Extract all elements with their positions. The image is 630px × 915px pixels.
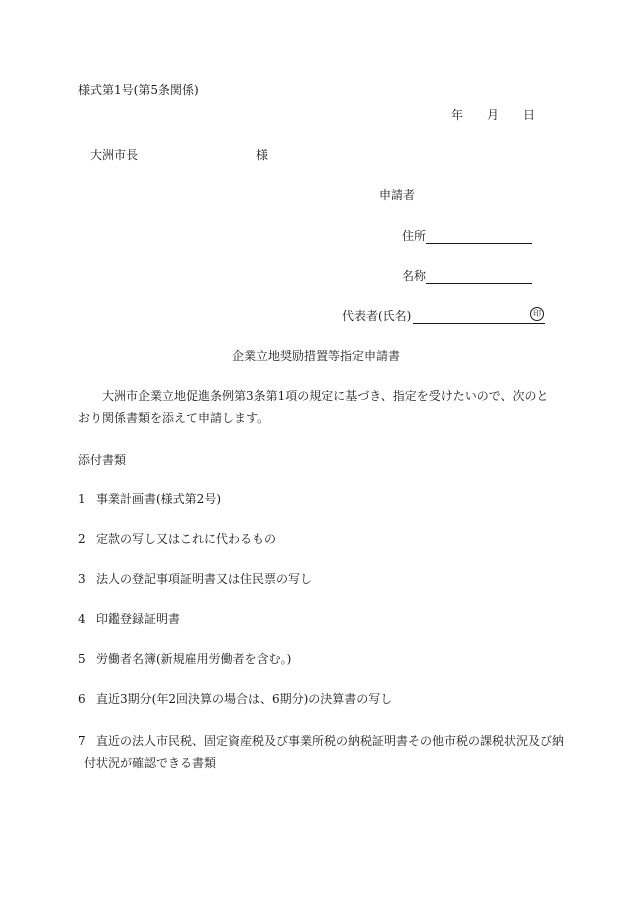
attachment-number: 4: [78, 612, 86, 626]
attachment-text-continued: 付状況が確認できる書類: [84, 756, 217, 770]
document-title: 企業立地奨励措置等指定申請書: [232, 349, 401, 363]
seal-mark: 印: [530, 307, 544, 321]
attachment-item: [78, 688, 568, 710]
attachment-item: [78, 488, 568, 510]
attachment-item: [78, 648, 568, 670]
addressee-name: 大洲市長: [90, 148, 139, 162]
company-name-label: 名称: [402, 269, 427, 283]
representative-label: 代表者(氏名): [342, 309, 412, 323]
form-number: 様式第1号(第5条関係): [78, 83, 199, 97]
attachment-item: [78, 608, 568, 630]
attachment-text: 直近3期分(年2回決算の場合は、6期分)の決算書の写し: [96, 692, 393, 706]
attachment-text: 印鑑登録証明書: [96, 612, 181, 626]
body-paragraph: 大洲市企業立地促進条例第3条第1項の規定に基づき、指定を受けたいので、次のとおり関係書類を添えて申請します。: [78, 389, 549, 425]
attachment-item: [78, 528, 568, 550]
date-line: 年 月 日: [451, 108, 536, 122]
applicant-label: 申請者: [379, 188, 416, 202]
address-field-line[interactable]: [426, 243, 532, 244]
attachment-text: 労働者名簿(新規雇用労働者を含む。): [96, 652, 292, 666]
company-name-field-line[interactable]: [426, 283, 532, 284]
attachment-item: [78, 568, 568, 590]
attachment-number: 6: [78, 692, 86, 706]
attachment-text: 直近の法人市民税、固定資産税及び事業所税の納税証明書その他市税の課税状況及び納: [96, 734, 565, 748]
attachment-number: 2: [78, 532, 86, 546]
attachment-number: 7: [78, 734, 86, 748]
representative-field-line[interactable]: [413, 323, 545, 324]
attachment-number: 1: [78, 492, 86, 506]
attachment-text: 事業計画書(様式第2号): [96, 492, 221, 506]
attachment-number: 5: [78, 652, 86, 666]
attachment-text: 定款の写し又はこれに代わるもの: [96, 532, 277, 546]
address-label: 住所: [402, 229, 427, 243]
attachment-item: [78, 730, 568, 774]
attachment-text: 法人の登記事項証明書又は住民票の写し: [96, 572, 313, 586]
attachments-heading: 添付書類: [78, 453, 127, 467]
addressee-honorific: 様: [256, 148, 269, 162]
attachment-number: 3: [78, 572, 86, 586]
